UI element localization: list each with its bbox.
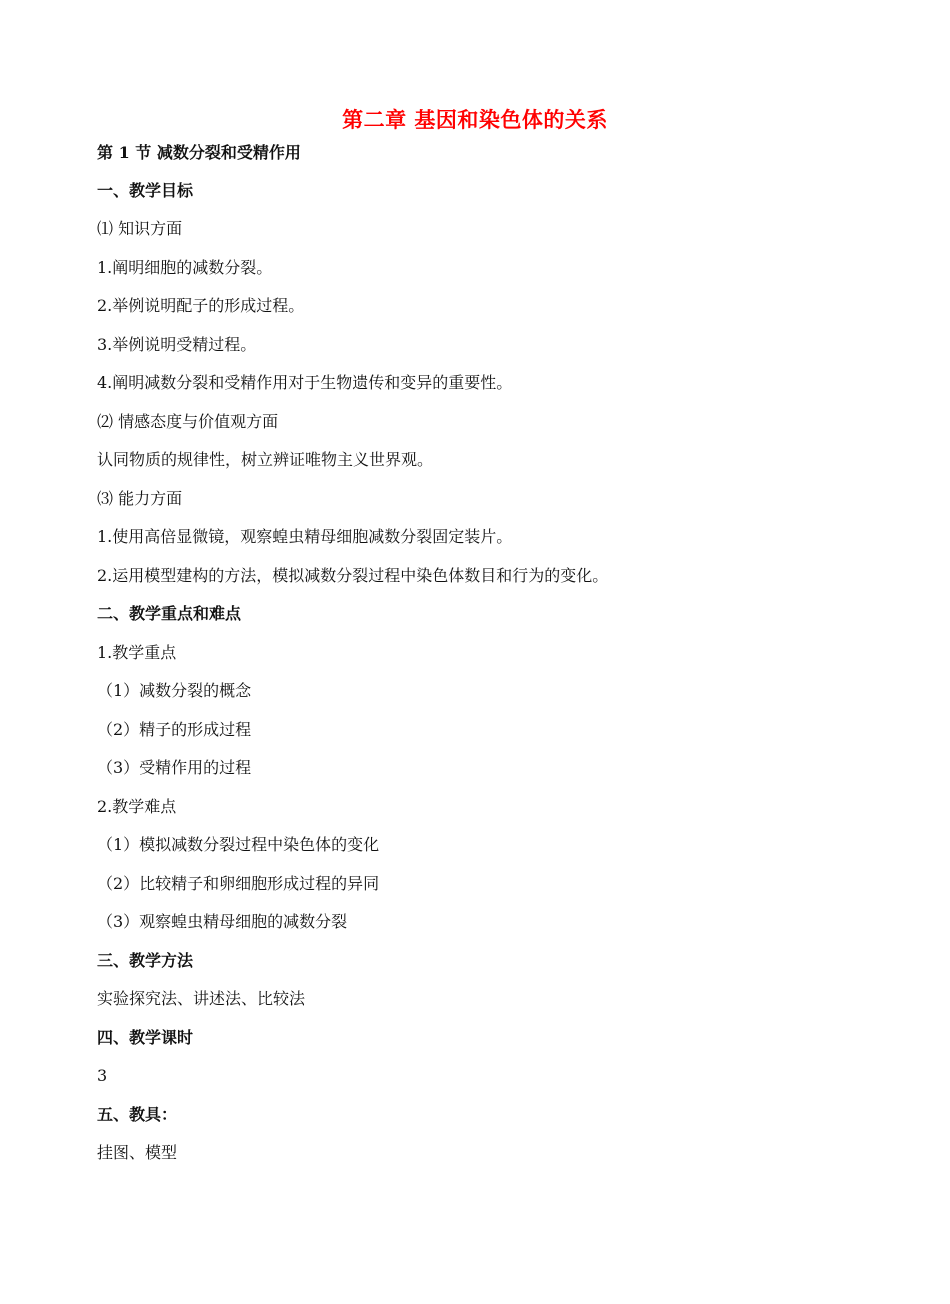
focus-item-1: （1）减数分裂的概念: [97, 681, 252, 700]
heading-class-hours: 四、教学课时: [97, 1028, 194, 1047]
ability-item-2: 2.运用模型建构的方法，模拟减数分裂过程中染色体数目和行为的变化。: [97, 566, 609, 585]
heading-key-points: 二、教学重点和难点: [97, 604, 242, 623]
methods-text: 实验探究法、讲述法、比较法: [97, 989, 306, 1008]
emotion-heading: ⑵ 情感态度与价值观方面: [97, 412, 279, 431]
knowledge-item-1: 1.阐明细胞的减数分裂。: [97, 258, 273, 277]
difficulty-heading: 2.教学难点: [97, 797, 177, 816]
ability-heading: ⑶ 能力方面: [97, 489, 183, 508]
focus-heading: 1.教学重点: [97, 643, 177, 662]
heading-teaching-methods: 三、教学方法: [97, 951, 194, 970]
difficulty-item-2: （2）比较精子和卵细胞形成过程的异同: [97, 874, 380, 893]
ability-item-1: 1.使用高倍显微镜，观察蝗虫精母细胞减数分裂固定装片。: [97, 527, 513, 546]
chapter-title: 第二章 基因和染色体的关系: [342, 107, 608, 132]
knowledge-item-2: 2.举例说明配子的形成过程。: [97, 296, 305, 315]
heading-teaching-objectives: 一、教学目标: [97, 181, 194, 200]
knowledge-heading: ⑴ 知识方面: [97, 219, 183, 238]
class-hours-value: 3: [97, 1066, 108, 1085]
section-title: 第 1 节 减数分裂和受精作用: [97, 143, 301, 162]
knowledge-item-4: 4.阐明减数分裂和受精作用对于生物遗传和变异的重要性。: [97, 373, 513, 392]
knowledge-item-3: 3.举例说明受精过程。: [97, 335, 257, 354]
teaching-tools-text: 挂图、模型: [97, 1143, 178, 1162]
focus-item-3: （3）受精作用的过程: [97, 758, 252, 777]
focus-item-2: （2）精子的形成过程: [97, 720, 252, 739]
emotion-item-1: 认同物质的规律性，树立辨证唯物主义世界观。: [97, 450, 434, 469]
heading-teaching-tools: 五、教具：: [97, 1105, 178, 1124]
difficulty-item-1: （1）模拟减数分裂过程中染色体的变化: [97, 835, 380, 854]
difficulty-item-3: （3）观察蝗虫精母细胞的减数分裂: [97, 912, 348, 931]
